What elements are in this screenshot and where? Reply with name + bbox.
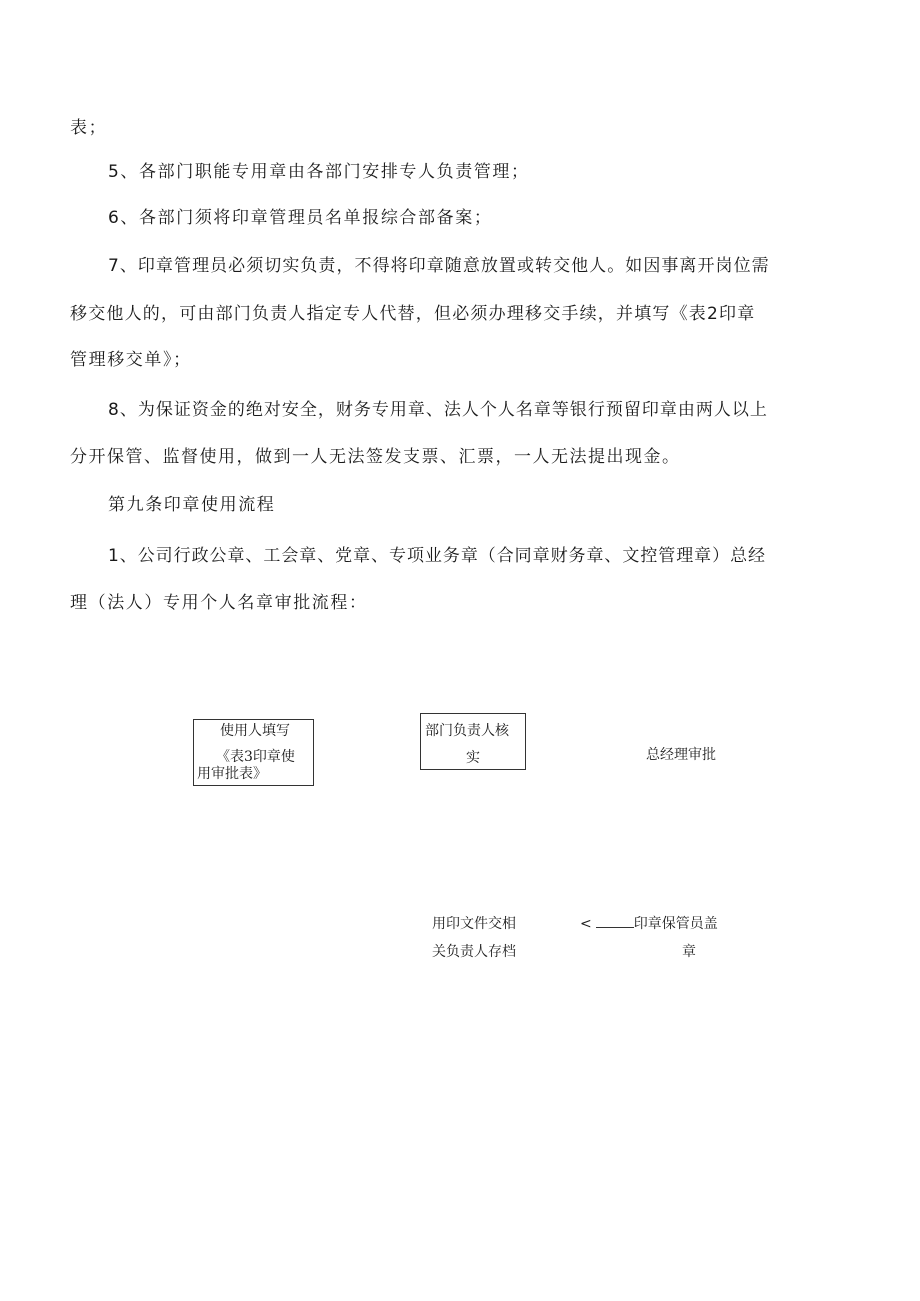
flow-step-general-manager-approve: 总经理审批 (646, 747, 716, 763)
paragraph-9-1-line-2: 理（法人）专用个人名章审批流程： (70, 593, 368, 613)
flow-step-department-line-2: 实 (466, 750, 480, 766)
paragraph-9-1-line-1: 1、公司行政公章、工会章、党章、专项业务章（合同章财务章、文控管理章）总经 (108, 546, 766, 566)
paragraph-item-7-line-1: 7、印章管理员必须切实负责，不得将印章随意放置或转交他人。如因事离开岗位需 (108, 256, 770, 276)
paragraph-item-6: 6、各部门须将印章管理员名单报综合部备案； (108, 208, 493, 228)
paragraph-item-7-line-2: 移交他人的，可由部门负责人指定专人代替，但必须办理移交手续，并填写《表2印章 (70, 304, 756, 324)
flow-step-archive-line-2: 关负责人存档 (432, 944, 516, 960)
paragraph-continuation: 表； (70, 118, 108, 138)
flow-step-seal-keeper-line-1: 印章保管员盖 (633, 916, 718, 932)
flow-step-seal-keeper-line-2: 章 (682, 944, 696, 960)
flow-step-applicant-fill-form (193, 719, 314, 786)
paragraph-item-8-line-2: 分开保管、监督使用，做到一人无法签发支票、汇票，一人无法提出现金。 (70, 447, 681, 467)
flow-step-seal-keeper-stamp (580, 914, 718, 934)
arrow-left-icon: < (580, 916, 592, 932)
flow-step-applicant-line-1: 使用人填写 (220, 723, 290, 739)
flow-step-department-line-1: 部门负责人核 (425, 723, 509, 739)
paragraph-item-5: 5、各部门职能专用章由各部门安排专人负责管理； (108, 162, 530, 182)
flow-step-department-head-verify (420, 713, 526, 770)
paragraph-item-8-line-1: 8、为保证资金的绝对安全，财务专用章、法人个人名章等银行预留印章由两人以上 (108, 400, 768, 420)
flow-step-applicant-line-3: 用审批表》 (197, 766, 267, 782)
flow-step-archive-line-1: 用印文件交相 (432, 916, 516, 932)
paragraph-item-7-line-3: 管理移交单》； (70, 350, 192, 370)
flow-step-applicant-line-2: 《表3印章使 (216, 749, 295, 765)
article-9-heading: 第九条印章使用流程 (108, 495, 276, 515)
connector-line (596, 915, 634, 928)
